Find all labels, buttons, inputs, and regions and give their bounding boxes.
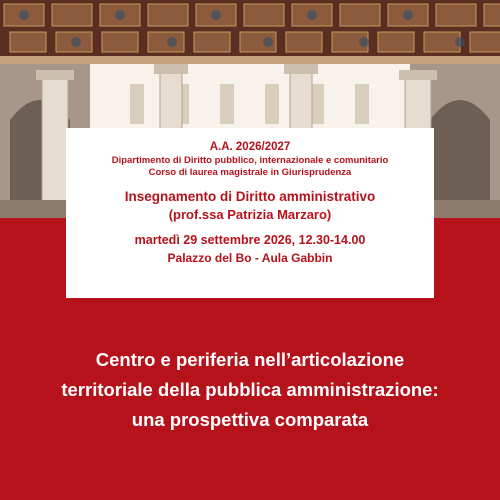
event-info-card — [66, 128, 434, 298]
event-title — [0, 345, 500, 435]
professor-name: (prof.ssa Patrizia Marzaro) — [168, 207, 332, 222]
academic-year: A.A. 2026/2027 — [209, 141, 291, 153]
course-name: Corso di laurea magistrale in Giurisprudenza — [148, 167, 352, 178]
event-datetime: martedì 29 settembre 2026, 12.30-14.00 — [134, 233, 366, 247]
event-title-line-2: territoriale della pubblica amministrazione: — [61, 379, 439, 400]
event-location: Palazzo del Bo - Aula Gabbin — [167, 251, 333, 265]
event-title-line-1: Centro e periferia nell’articolazione — [95, 349, 405, 370]
department-name: Dipartimento di Diritto pubblico, internazionale e comunitario — [111, 155, 389, 166]
event-title-line-3: una prospettiva comparata — [131, 409, 369, 430]
subject-name: Insegnamento di Diritto amministrativo — [124, 189, 376, 204]
